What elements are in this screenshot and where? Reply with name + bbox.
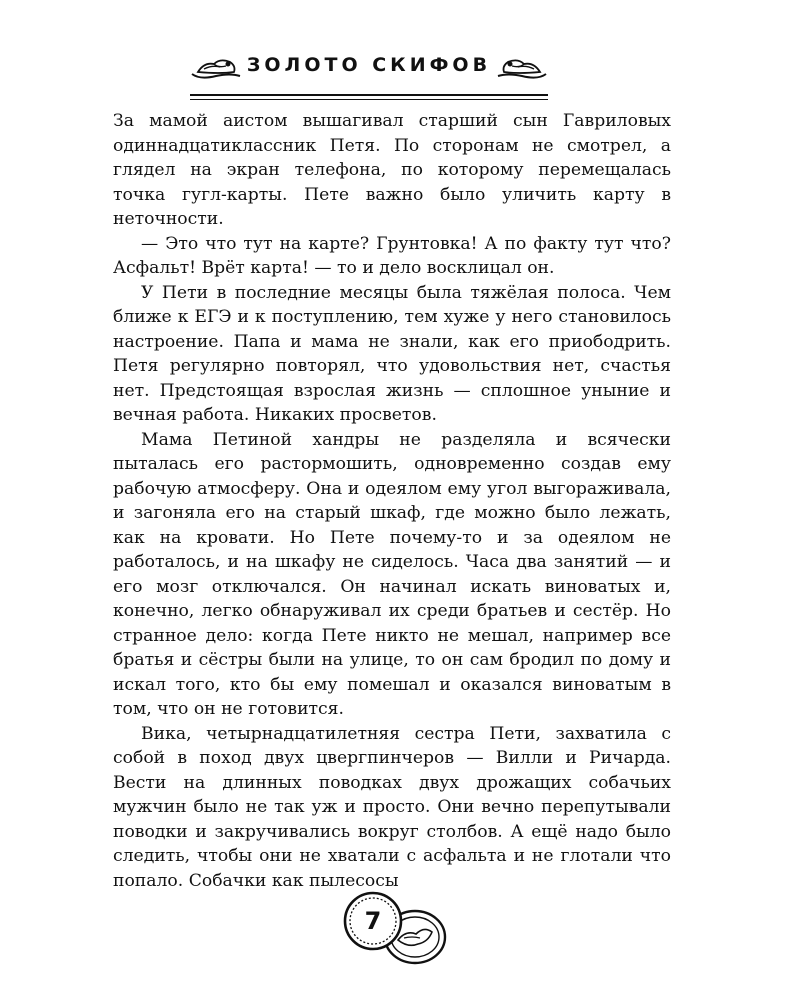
page-footer — [342, 890, 452, 970]
body-text — [113, 109, 671, 893]
page-number: 7 — [364, 907, 382, 935]
sled-ornament-icon — [496, 52, 548, 82]
paragraph: — Это что тут на карте? Грунтовка! А по факту тут что? Асфальт! Врёт карта! — то и дело восклицал он. — [113, 233, 671, 278]
header-title: ЗОЛОТО СКИФОВ — [246, 54, 492, 76]
paragraph: За мамой аистом вышагивал старший сын Гавриловых одиннадцатиклассник Петя. По сторонам не смотрел, а глядел на экран телефона, по которому перемещалась точка гугл-карты. Пете важно было уличить карту в неточности. — [113, 111, 671, 229]
header-rule — [190, 94, 548, 96]
paragraph: Вика, четырнадцатилетняя сестра Пети, захватила с собой в поход двух цвергпинчеров — Вилли и Ричарда. Вести на длинных поводках двух дрожащих собачьих мужчин было не так уж и просто. Они вечно перепутывали поводки и закручивались вокруг столбов. А ещё надо было следить, чтобы они не хватали с асфальта и не глотали что попало. Собачки как пылесосы — [113, 723, 671, 891]
paragraph: У Пети в последние месяцы была тяжёлая полоса. Чем ближе к ЕГЭ и к поступлению, тем хуже у него становилось настроение. Папа и мама не знали, как его приободрить. Петя регулярно повторял, что удовольствия нет, счастья нет. Предстоящая взрослая жизнь — сплошное уныние и вечная работа. Никаких просветов. — [113, 282, 671, 425]
running-header — [190, 48, 548, 104]
paragraph: Мама Петиной хандры не разделяла и всячески пыталась его растормошить, одновременно создав ему рабочую атмосферу. Она и одеялом ему угол выгораживала, и загоняла его на старый шкаф, где можно было лежать, как на кровати. Но Пете почему-то и за одеялом не работалось, и на шкафу не сиделось. Часа два занятий — и его мозг отключался. Он начинал искать виноватых и, конечно, легко обнаруживал их среди братьев и сестёр. Но странное дело: когда Пете никто не мешал, например все братья и сёстры были на улице, то он сам бродил по дому и искал того, кто бы ему помешал и оказался виноватым в том, что он не готовится. — [113, 429, 671, 719]
